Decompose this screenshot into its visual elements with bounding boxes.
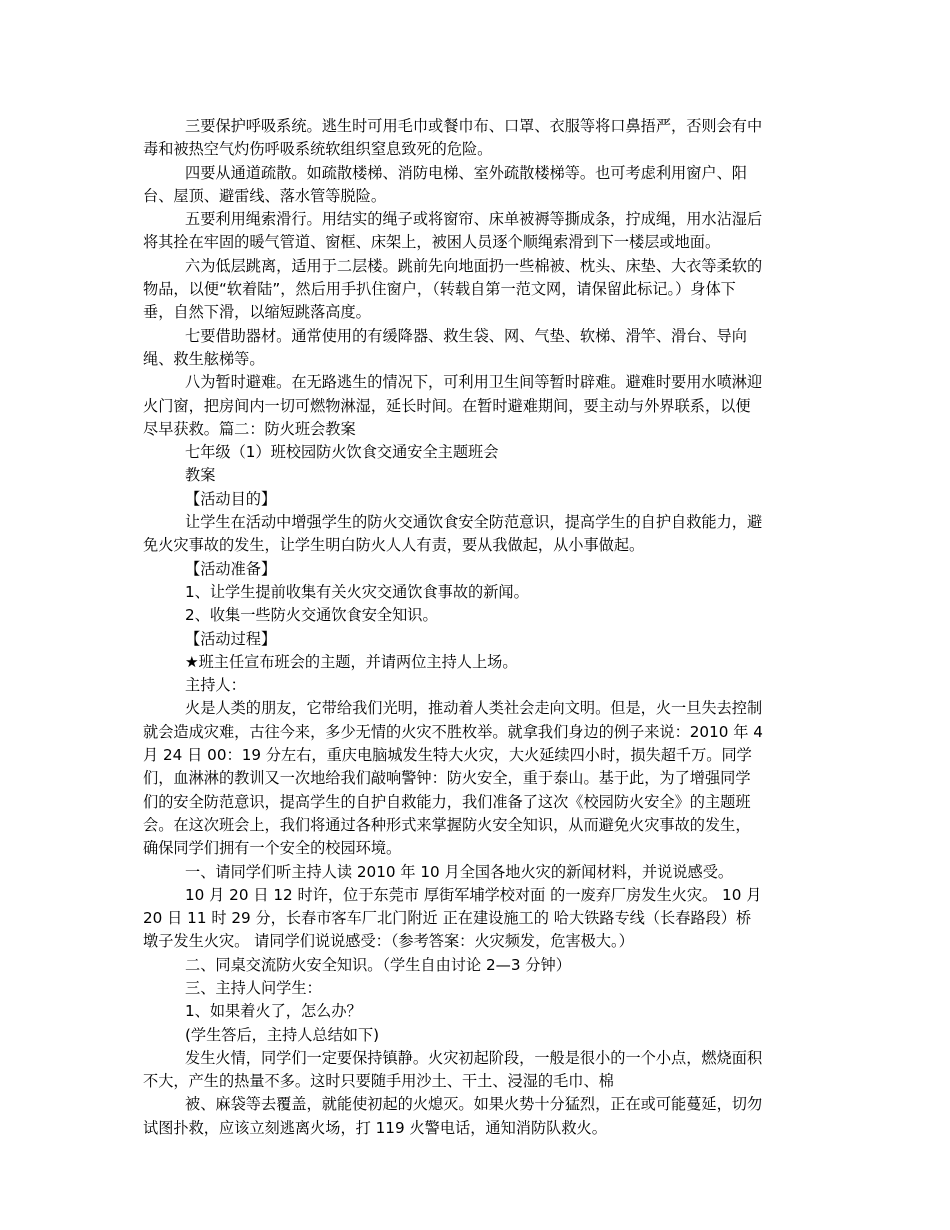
- text-line: 墩子发生火灾。 请同学们说说感受：（参考答案：火灾频发，危害极大。）: [143, 932, 634, 951]
- text-line: 1、让学生提前收集有关火灾交通饮食事故的新闻。: [185, 582, 529, 601]
- text-line: 一、请同学们听主持人读 2010 年 10 月全国各地火灾的新闻材料，并说说感受。: [185, 862, 734, 881]
- text-line: 20 日 11 时 29 分，长春市客车厂北门附近 正在建设施工的 哈大铁路专线（长春路段）桥: [143, 909, 752, 928]
- text-line: 会。在这次班会上，我们将通过各种形式来掌握防火安全知识，从而避免火灾事故的发生，: [143, 815, 751, 834]
- text-line: 【活动过程】: [185, 629, 277, 648]
- text-line: 八为暂时避难。在无路逃生的情况下，可利用卫生间等暂时辟难。避难时要用水喷淋迎: [185, 373, 763, 392]
- text-line: 火是人类的朋友，它带给我们光明，推动着人类社会走向文明。但是，火一旦失去控制: [185, 699, 763, 718]
- text-line: 们的安全防范意识，提高学生的自护自救能力，我们准备了这次《校园防火安全》的主题班: [143, 792, 751, 811]
- text-line: 三、主持人问学生：: [185, 978, 322, 997]
- text-line: 确保同学们拥有一个安全的校园环境。: [143, 839, 402, 858]
- text-line: 【活动目的】: [185, 489, 277, 508]
- text-line: 五要利用绳索滑行。用结实的绳子或将窗帘、床单被褥等撕成条，拧成绳，用水沾湿后: [185, 210, 763, 229]
- text-line: 毒和被热空气灼伤呼吸系统软组织窒息致死的危险。: [143, 140, 493, 159]
- text-line: 三要保护呼吸系统。逃生时可用毛巾或餐巾布、口罩、衣服等将口鼻捂严，否则会有中: [185, 117, 763, 135]
- text-line: 试图扑救，应该立刻逃离火场，打 119 火警电话，通知消防队救火。: [143, 1118, 607, 1137]
- text-line: 们，血淋淋的教训又一次地给我们敲响警钟：防火安全，重于泰山。基于此，为了增强同学: [143, 769, 751, 788]
- text-line: 发生火情，同学们一定要保持镇静。火灾初起阶段，一般是很小的一个小点，燃烧面积: [185, 1048, 763, 1067]
- text-line: 将其拴在牢固的暖气管道、窗框、床架上，被困人员逐个顺绳索滑到下一楼层或地面。: [143, 233, 721, 252]
- text-line: 垂，自然下滑，以缩短跳落高度。: [143, 303, 371, 322]
- text-line: 免火灾事故的发生，让学生明白防火人人有责，要从我做起，从小事做起。: [143, 536, 645, 555]
- text-line: 七要借助器材。通常使用的有缓降器、救生袋、网、气垫、软梯、滑竿、滑台、导向: [185, 326, 747, 345]
- document-body: [143, 115, 807, 1140]
- text-line: 四要从通道疏散。如疏散楼梯、消防电梯、室外疏散楼梯等。也可考虑利用窗户、阳: [185, 163, 747, 182]
- text-line: 不大，产生的热量不多。这时只要随手用沙土、干土、浸湿的毛巾、棉: [143, 1072, 614, 1091]
- text-line: 二、同桌交流防火安全知识。（学生自由讨论 2—3 分钟）: [185, 955, 571, 974]
- text-line: (学生答后，主持人总结如下): [185, 1025, 380, 1044]
- text-line: 10 月 20 日 12 时许，位于东莞市 厚街军埔学校对面 的一废弃厂房发生火灾。 10 月: [185, 885, 762, 904]
- text-line: 【活动准备】: [185, 559, 277, 578]
- text-line: 主持人：: [185, 676, 246, 695]
- text-line: 让学生在活动中增强学生的防火交通饮食安全防范意识，提高学生的自护自救能力，避: [185, 513, 763, 532]
- text-line: 火门窗，把房间内一切可燃物淋湿，延长时间。在暂时避难期间，要主动与外界联系，以便: [143, 396, 751, 415]
- text-line: 台、屋顶、避雷线、落水管等脱险。: [143, 186, 386, 205]
- text-line: 尽早获救。篇二：防火班会教案: [143, 419, 356, 438]
- text-line: ★班主任宣布班会的主题，并请两位主持人上场。: [185, 652, 518, 671]
- text-line: 月 24 日 00：19 分左右，重庆电脑城发生特大火灾，大火延续四小时，损失超千万。同学: [143, 746, 752, 765]
- text-line: 六为低层跳离，适用于二层楼。跳前先向地面扔一些棉被、枕头、床垫、大衣等柔软的: [185, 256, 763, 275]
- text-line: 七年级（1）班校园防火饮食交通安全主题班会: [185, 443, 499, 462]
- text-line: 1、如果着火了，怎么办？: [185, 1002, 362, 1021]
- text-line: 绳、救生舷梯等。: [143, 349, 265, 368]
- text-line: 被、麻袋等去覆盖，就能使初起的火熄灭。如果火势十分猛烈，正在或可能蔓延，切勿: [185, 1095, 763, 1114]
- text-line: 就会造成灾难，古往今来，多少无情的火灾不胜枚举。就拿我们身边的例子来说：2010 年 4: [143, 722, 763, 741]
- text-line: 教案: [185, 466, 216, 485]
- text-line: 物品，以便“软着陆”，然后用手扒住窗户，（转载自第一范文网，请保留此标记。）身体下: [143, 280, 736, 299]
- text-line: 2、收集一些防火交通饮食安全知识。: [185, 606, 438, 625]
